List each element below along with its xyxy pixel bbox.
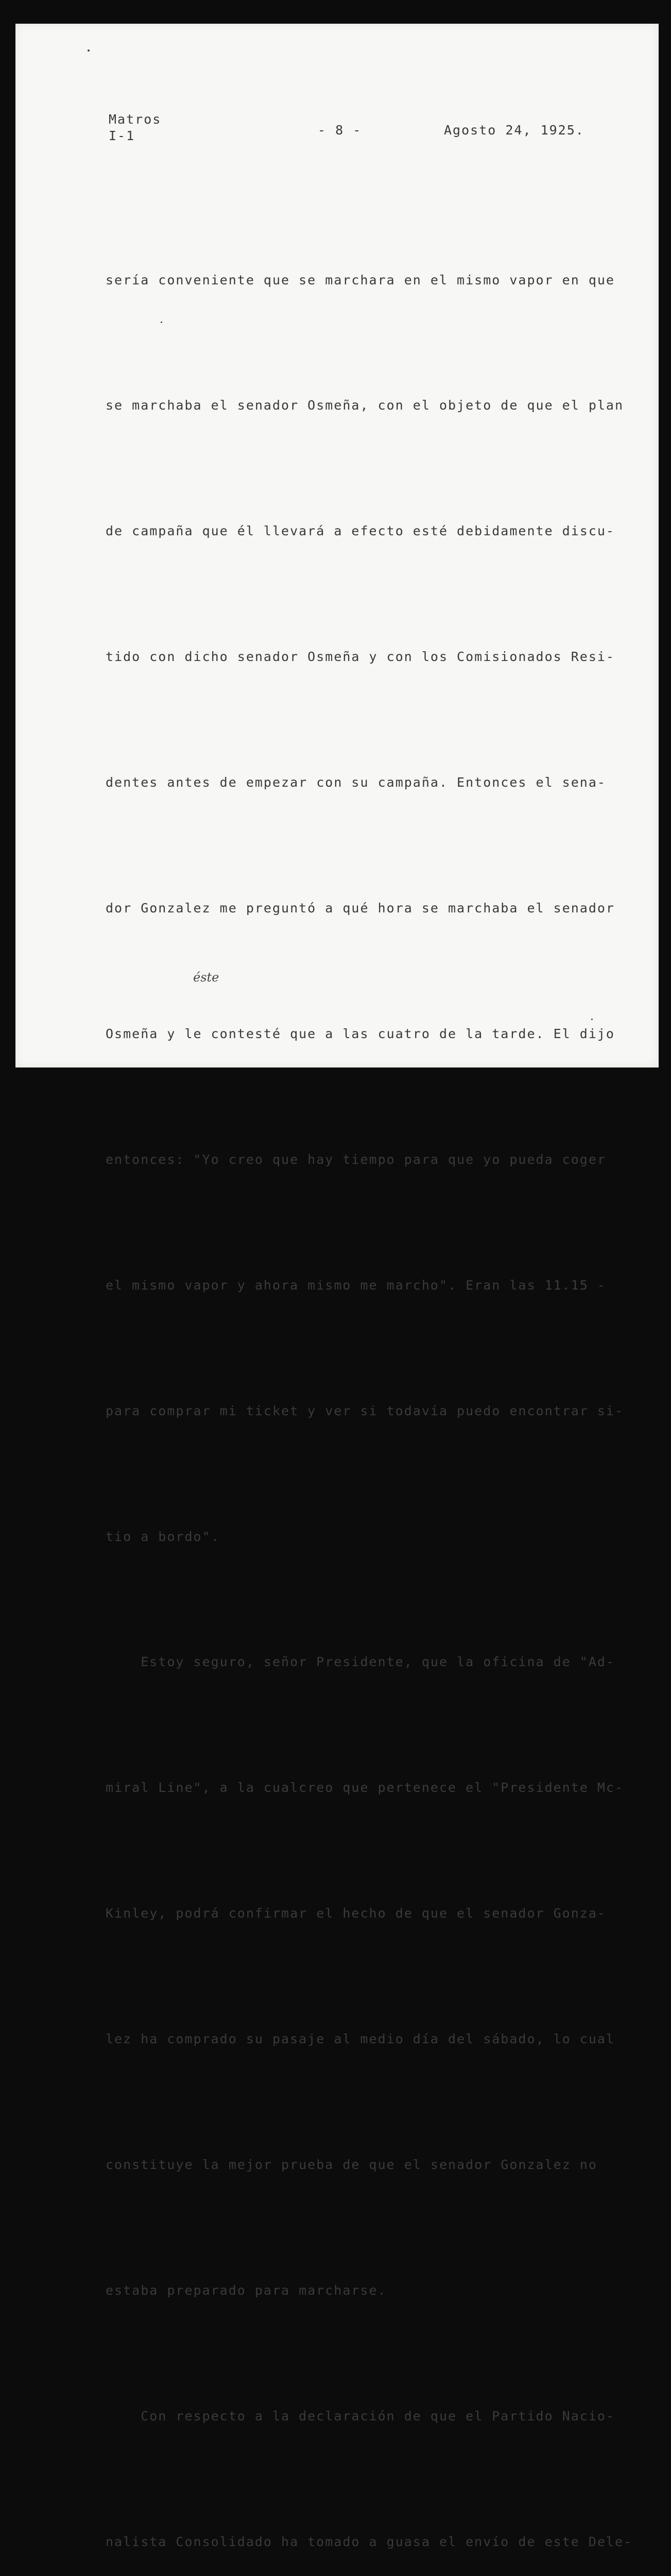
page-number: - 8 - <box>318 123 362 138</box>
text-line: Osmeña y le contesté que a las cuatro de la tarde. El dijo <box>106 1026 615 1041</box>
text-line: Kinley, podrá confirmar el hecho de que el senador Gonza- <box>106 1906 606 1921</box>
text-line: lez ha comprado su pasaje al medio día del sábado, lo cual <box>106 2031 615 2047</box>
text-line: estaba preparado para marcharse. <box>106 2282 387 2298</box>
text-line: nalista Consolidado ha tomado a guasa el envío de este Dele- <box>106 2534 633 2549</box>
text-line: sería conveniente que se marchara en el mismo vapor en que <box>106 272 615 287</box>
text-line: Estoy seguro, señor Presidente, que la oficina de "Ad- <box>106 1654 615 1670</box>
text-line: para comprar mi ticket y ver si todavía puedo encontrar si- <box>106 1403 624 1418</box>
text-line: constituye la mejor prueba de que el senador Gonzalez no <box>106 2157 597 2172</box>
header-date: Agosto 24, 1925. <box>444 123 584 138</box>
scan-speck <box>161 321 162 323</box>
text-line: miral Line", a la cualcreo que pertenece el "Presidente Mc- <box>106 1780 624 1795</box>
text-line: dentes antes de empezar con su campaña. Entonces el sena- <box>106 775 606 790</box>
text-line: dor Gonzalez me preguntó a qué hora se marchaba el senador <box>106 901 615 916</box>
scan-speck <box>88 49 90 52</box>
text-line: entonces: "Yo creo que hay tiempo para que yo pueda coger <box>106 1151 606 1167</box>
text-line: tio a bordo". <box>106 1529 220 1544</box>
header-code: I-1 <box>109 128 135 143</box>
handwritten-insert: éste <box>193 970 219 985</box>
document-body <box>106 175 632 2576</box>
text-line: Con respecto a la declaración de que el Partido Nacio- <box>106 2408 615 2424</box>
header-left <box>109 111 161 144</box>
text-line: el mismo vapor y ahora mismo me marcho". Eran las 11.15 - <box>106 1277 606 1293</box>
scan-speck <box>591 1019 593 1020</box>
text-line: de campaña que él llevará a efecto esté debidamente discu- <box>106 523 615 539</box>
header-name: Matros <box>109 112 162 127</box>
text-line: tido con dicho senador Osmeña y con los Comisionados Resi- <box>106 649 615 665</box>
text-line: se marchaba el senador Osmeña, con el objeto de que el plan <box>106 398 624 413</box>
